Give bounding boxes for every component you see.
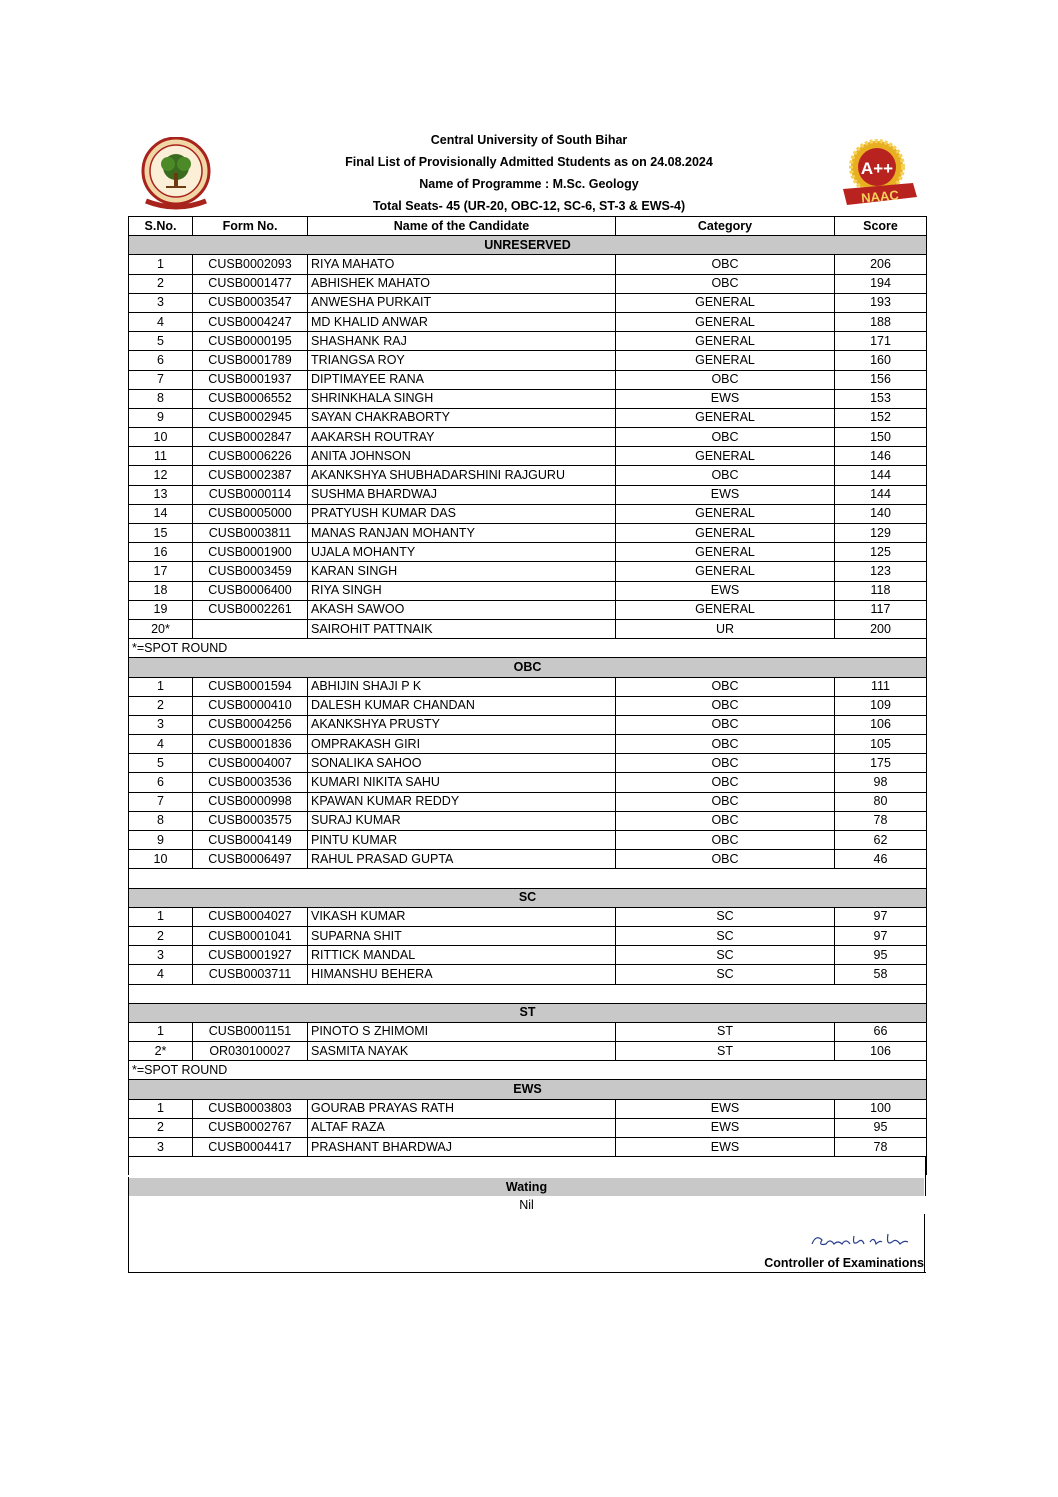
cell-form-no: CUSB0002847	[193, 428, 308, 447]
cell-category: SC	[616, 965, 835, 984]
cell-score: 123	[835, 562, 927, 581]
table-row	[129, 312, 927, 331]
table-row	[129, 485, 927, 504]
spacer-row	[129, 984, 927, 1003]
cell-category: SC	[616, 946, 835, 965]
cell-score: 152	[835, 408, 927, 427]
cell-score: 80	[835, 792, 927, 811]
section-title: SC	[129, 888, 927, 907]
cell-name: PRATYUSH KUMAR DAS	[308, 504, 616, 523]
cell-category: GENERAL	[616, 408, 835, 427]
cell-name: DIPTIMAYEE RANA	[308, 370, 616, 389]
cell-sno: 15	[129, 524, 193, 543]
table-row	[129, 735, 927, 754]
table-row	[129, 619, 927, 638]
section-header-row	[129, 658, 927, 677]
cell-form-no: CUSB0003803	[193, 1099, 308, 1118]
spot-round-note: *=SPOT ROUND	[129, 1061, 927, 1080]
cell-name: PINOTO S ZHIMOMI	[308, 1022, 616, 1041]
svg-text:A++: A++	[860, 159, 894, 178]
table-row	[129, 581, 927, 600]
cell-category: OBC	[616, 466, 835, 485]
list-title: Final List of Provisionally Admitted Students as on 24.08.2024	[345, 155, 713, 169]
cell-sno: 18	[129, 581, 193, 600]
cell-form-no: CUSB0000195	[193, 332, 308, 351]
cell-form-no: CUSB0003459	[193, 562, 308, 581]
cell-score: 171	[835, 332, 927, 351]
cell-name: KUMARI NIKITA SAHU	[308, 773, 616, 792]
cell-sno: 5	[129, 332, 193, 351]
table-row	[129, 1118, 927, 1137]
cell-category: GENERAL	[616, 543, 835, 562]
cell-score: 144	[835, 485, 927, 504]
signatory-title: Controller of Examinations	[764, 1256, 924, 1270]
table-row	[129, 792, 927, 811]
cell-name: RIYA MAHATO	[308, 255, 616, 274]
spacer-cell	[129, 984, 927, 1003]
cell-sno: 3	[129, 293, 193, 312]
cell-sno: 9	[129, 408, 193, 427]
cell-sno: 2	[129, 696, 193, 715]
cell-score: 146	[835, 447, 927, 466]
cell-score: 117	[835, 600, 927, 619]
cell-form-no: CUSB0002093	[193, 255, 308, 274]
cell-form-no: CUSB0004247	[193, 312, 308, 331]
note-row	[129, 1061, 927, 1080]
note-row	[129, 639, 927, 658]
cell-category: OBC	[616, 274, 835, 293]
programme-name: Name of Programme : M.Sc. Geology	[419, 177, 639, 191]
cell-category: OBC	[616, 255, 835, 274]
table-row	[129, 850, 927, 869]
cell-category: GENERAL	[616, 351, 835, 370]
signature-icon	[808, 1228, 912, 1252]
cell-name: MANAS RANJAN MOHANTY	[308, 524, 616, 543]
cell-form-no: CUSB0001477	[193, 274, 308, 293]
university-name: Central University of South Bihar	[430, 133, 628, 147]
table-row	[129, 447, 927, 466]
cell-score: 98	[835, 773, 927, 792]
cell-category: OBC	[616, 773, 835, 792]
cell-score: 62	[835, 831, 927, 850]
cell-category: OBC	[616, 792, 835, 811]
cell-form-no: CUSB0006552	[193, 389, 308, 408]
cell-category: EWS	[616, 1138, 835, 1157]
cell-name: ABHIJIN SHAJI P K	[308, 677, 616, 696]
cell-form-no: CUSB0004007	[193, 754, 308, 773]
table-row	[129, 754, 927, 773]
cell-form-no: CUSB0006497	[193, 850, 308, 869]
cell-form-no: CUSB0002767	[193, 1118, 308, 1137]
table-row	[129, 293, 927, 312]
cell-category: OBC	[616, 831, 835, 850]
cell-form-no: CUSB0004149	[193, 831, 308, 850]
table-row	[129, 946, 927, 965]
cell-score: 206	[835, 255, 927, 274]
cell-form-no: CUSB0001789	[193, 351, 308, 370]
section-header-row	[129, 1003, 927, 1022]
cell-form-no: CUSB0000998	[193, 792, 308, 811]
section-title: ST	[129, 1003, 927, 1022]
cell-category: OBC	[616, 696, 835, 715]
table-row	[129, 255, 927, 274]
cell-category: EWS	[616, 1099, 835, 1118]
cell-form-no: CUSB0001900	[193, 543, 308, 562]
table-row	[129, 811, 927, 830]
cell-sno: 8	[129, 389, 193, 408]
cell-category: OBC	[616, 715, 835, 734]
table-row	[129, 831, 927, 850]
cell-score: 97	[835, 907, 927, 926]
section-header-row	[129, 888, 927, 907]
cell-sno: 3	[129, 715, 193, 734]
cell-sno: 1	[129, 255, 193, 274]
section-header-row	[129, 1080, 927, 1099]
cell-sno: 14	[129, 504, 193, 523]
cell-sno: 11	[129, 447, 193, 466]
cell-name: RIYA SINGH	[308, 581, 616, 600]
cell-form-no: CUSB0001594	[193, 677, 308, 696]
cell-score: 129	[835, 524, 927, 543]
cell-form-no: CUSB0003811	[193, 524, 308, 543]
cell-score: 140	[835, 504, 927, 523]
cell-form-no: CUSB0004256	[193, 715, 308, 734]
cell-name: HIMANSHU BEHERA	[308, 965, 616, 984]
cell-form-no: CUSB0003547	[193, 293, 308, 312]
table-row	[129, 1022, 927, 1041]
cell-form-no: CUSB0001041	[193, 926, 308, 945]
cell-name: SHRINKHALA SINGH	[308, 389, 616, 408]
cell-name: AKANKSHYA SHUBHADARSHINI RAJGURU	[308, 466, 616, 485]
table-row	[129, 562, 927, 581]
cell-form-no: CUSB0006226	[193, 447, 308, 466]
cell-category: OBC	[616, 850, 835, 869]
waiting-value: Nil	[519, 1198, 534, 1212]
cell-score: 105	[835, 735, 927, 754]
table-row	[129, 696, 927, 715]
table-row	[129, 408, 927, 427]
section-title: OBC	[129, 658, 927, 677]
cell-sno: 6	[129, 351, 193, 370]
cell-category: GENERAL	[616, 524, 835, 543]
cell-sno: 3	[129, 946, 193, 965]
section-header-row	[129, 236, 927, 255]
cell-score: 175	[835, 754, 927, 773]
cell-name: SASMITA NAYAK	[308, 1042, 616, 1061]
table-row	[129, 351, 927, 370]
table-row	[129, 524, 927, 543]
cell-sno: 4	[129, 735, 193, 754]
cell-sno: 16	[129, 543, 193, 562]
svg-text:NAAC: NAAC	[860, 187, 900, 206]
cell-sno: 5	[129, 754, 193, 773]
spacer-cell	[129, 1157, 927, 1176]
cell-sno: 3	[129, 1138, 193, 1157]
table-row	[129, 332, 927, 351]
table-row	[129, 926, 927, 945]
cell-sno: 2	[129, 926, 193, 945]
cell-name: ALTAF RAZA	[308, 1118, 616, 1137]
table-row	[129, 1138, 927, 1157]
cell-category: UR	[616, 619, 835, 638]
cell-name: SAYAN CHAKRABORTY	[308, 408, 616, 427]
cell-name: SAIROHIT PATTNAIK	[308, 619, 616, 638]
cell-name: SUSHMA BHARDWAJ	[308, 485, 616, 504]
cell-score: 95	[835, 946, 927, 965]
cell-sno: 1	[129, 1022, 193, 1041]
cell-category: GENERAL	[616, 293, 835, 312]
cell-score: 118	[835, 581, 927, 600]
spot-round-note: *=SPOT ROUND	[129, 639, 927, 658]
cell-score: 46	[835, 850, 927, 869]
cell-sno: 4	[129, 965, 193, 984]
cell-score: 188	[835, 312, 927, 331]
cell-sno: 7	[129, 370, 193, 389]
cell-score: 200	[835, 619, 927, 638]
cell-category: OBC	[616, 428, 835, 447]
cell-sno: 10	[129, 428, 193, 447]
cell-form-no: CUSB0000114	[193, 485, 308, 504]
table-row	[129, 274, 927, 293]
cell-form-no: CUSB0002387	[193, 466, 308, 485]
table-row	[129, 773, 927, 792]
cell-category: OBC	[616, 811, 835, 830]
cell-sno: 12	[129, 466, 193, 485]
cell-form-no: CUSB0001937	[193, 370, 308, 389]
cell-form-no: CUSB0001836	[193, 735, 308, 754]
cell-category: EWS	[616, 1118, 835, 1137]
cell-sno: 20*	[129, 619, 193, 638]
cell-score: 153	[835, 389, 927, 408]
cell-category: SC	[616, 926, 835, 945]
naac-badge-icon	[835, 135, 921, 215]
cell-name: SHASHANK RAJ	[308, 332, 616, 351]
cell-score: 58	[835, 965, 927, 984]
spacer-row	[129, 1157, 927, 1176]
cell-score: 106	[835, 1042, 927, 1061]
cell-form-no: CUSB0003536	[193, 773, 308, 792]
cell-score: 160	[835, 351, 927, 370]
cell-name: MD KHALID ANWAR	[308, 312, 616, 331]
col-name-header: Name of the Candidate	[308, 217, 616, 236]
cell-score: 95	[835, 1118, 927, 1137]
cell-sno: 9	[129, 831, 193, 850]
cell-name: ANITA JOHNSON	[308, 447, 616, 466]
cell-name: AAKARSH ROUTRAY	[308, 428, 616, 447]
spacer-row	[129, 869, 927, 888]
cell-name: RITTICK MANDAL	[308, 946, 616, 965]
cell-name: DALESH KUMAR CHANDAN	[308, 696, 616, 715]
cell-form-no	[193, 619, 308, 638]
cell-form-no: OR030100027	[193, 1042, 308, 1061]
cell-category: GENERAL	[616, 504, 835, 523]
cell-category: OBC	[616, 370, 835, 389]
table-row	[129, 1099, 927, 1118]
cell-form-no: CUSB0000410	[193, 696, 308, 715]
section-title: EWS	[129, 1080, 927, 1099]
waiting-title: Wating	[129, 1178, 924, 1196]
cell-category: GENERAL	[616, 332, 835, 351]
cell-score: 106	[835, 715, 927, 734]
cell-name: KPAWAN KUMAR REDDY	[308, 792, 616, 811]
cell-form-no: CUSB0004027	[193, 907, 308, 926]
cell-score: 156	[835, 370, 927, 389]
cell-score: 100	[835, 1099, 927, 1118]
col-form-header: Form No.	[193, 217, 308, 236]
table-row	[129, 715, 927, 734]
cell-name: PINTU KUMAR	[308, 831, 616, 850]
cell-score: 144	[835, 466, 927, 485]
table-row	[129, 600, 927, 619]
cell-category: ST	[616, 1042, 835, 1061]
table-row	[129, 466, 927, 485]
university-emblem-icon	[140, 137, 212, 213]
cell-sno: 4	[129, 312, 193, 331]
cell-form-no: CUSB0004417	[193, 1138, 308, 1157]
table-row	[129, 1042, 927, 1061]
cell-score: 194	[835, 274, 927, 293]
cell-form-no: CUSB0006400	[193, 581, 308, 600]
cell-sno: 1	[129, 1099, 193, 1118]
table-row	[129, 677, 927, 696]
cell-category: EWS	[616, 485, 835, 504]
table-row	[129, 428, 927, 447]
col-sno-header: S.No.	[129, 217, 193, 236]
col-category-header: Category	[616, 217, 835, 236]
cell-sno: 19	[129, 600, 193, 619]
cell-score: 193	[835, 293, 927, 312]
cell-name: AKASH SAWOO	[308, 600, 616, 619]
table-row	[129, 907, 927, 926]
cell-category: EWS	[616, 389, 835, 408]
cell-name: RAHUL PRASAD GUPTA	[308, 850, 616, 869]
cell-category: SC	[616, 907, 835, 926]
cell-score: 150	[835, 428, 927, 447]
cell-category: GENERAL	[616, 600, 835, 619]
cell-form-no: CUSB0001151	[193, 1022, 308, 1041]
cell-name: ABHISHEK MAHATO	[308, 274, 616, 293]
cell-category: GENERAL	[616, 562, 835, 581]
cell-sno: 2	[129, 274, 193, 293]
cell-sno: 10	[129, 850, 193, 869]
cell-form-no: CUSB0003711	[193, 965, 308, 984]
cell-name: PRASHANT BHARDWAJ	[308, 1138, 616, 1157]
cell-name: TRIANGSA ROY	[308, 351, 616, 370]
table-row	[129, 543, 927, 562]
cell-name: ANWESHA PURKAIT	[308, 293, 616, 312]
cell-score: 111	[835, 677, 927, 696]
cell-form-no: CUSB0001927	[193, 946, 308, 965]
cell-category: OBC	[616, 677, 835, 696]
border-line	[924, 1214, 925, 1272]
cell-category: OBC	[616, 754, 835, 773]
cell-category: EWS	[616, 581, 835, 600]
cell-name: AKANKSHYA PRUSTY	[308, 715, 616, 734]
cell-category: OBC	[616, 735, 835, 754]
cell-score: 97	[835, 926, 927, 945]
table-row	[129, 965, 927, 984]
cell-name: OMPRAKASH GIRI	[308, 735, 616, 754]
cell-sno: 8	[129, 811, 193, 830]
cell-sno: 17	[129, 562, 193, 581]
cell-score: 125	[835, 543, 927, 562]
cell-sno: 1	[129, 677, 193, 696]
cell-form-no: CUSB0005000	[193, 504, 308, 523]
cell-sno: 6	[129, 773, 193, 792]
cell-name: KARAN SINGH	[308, 562, 616, 581]
cell-name: VIKASH KUMAR	[308, 907, 616, 926]
cell-form-no: CUSB0002261	[193, 600, 308, 619]
cell-form-no: CUSB0002945	[193, 408, 308, 427]
cell-category: GENERAL	[616, 447, 835, 466]
cell-name: GOURAB PRAYAS RATH	[308, 1099, 616, 1118]
cell-score: 78	[835, 1138, 927, 1157]
cell-form-no: CUSB0003575	[193, 811, 308, 830]
table-header-row	[129, 217, 927, 236]
table-row	[129, 370, 927, 389]
spacer-cell	[129, 869, 927, 888]
cell-score: 109	[835, 696, 927, 715]
cell-name: SONALIKA SAHOO	[308, 754, 616, 773]
cell-sno: 1	[129, 907, 193, 926]
total-seats: Total Seats- 45 (UR-20, OBC-12, SC-6, ST-3 & EWS-4)	[372, 199, 686, 213]
cell-sno: 2*	[129, 1042, 193, 1061]
cell-name: UJALA MOHANTY	[308, 543, 616, 562]
admission-list-table	[128, 216, 927, 1175]
table-row	[129, 504, 927, 523]
section-title: UNRESERVED	[129, 236, 927, 255]
cell-name: SUPARNA SHIT	[308, 926, 616, 945]
cell-category: ST	[616, 1022, 835, 1041]
cell-sno: 7	[129, 792, 193, 811]
col-score-header: Score	[835, 217, 927, 236]
cell-sno: 2	[129, 1118, 193, 1137]
cell-sno: 13	[129, 485, 193, 504]
table-row	[129, 389, 927, 408]
cell-score: 78	[835, 811, 927, 830]
cell-name: SURAJ KUMAR	[308, 811, 616, 830]
cell-category: GENERAL	[616, 312, 835, 331]
cell-score: 66	[835, 1022, 927, 1041]
